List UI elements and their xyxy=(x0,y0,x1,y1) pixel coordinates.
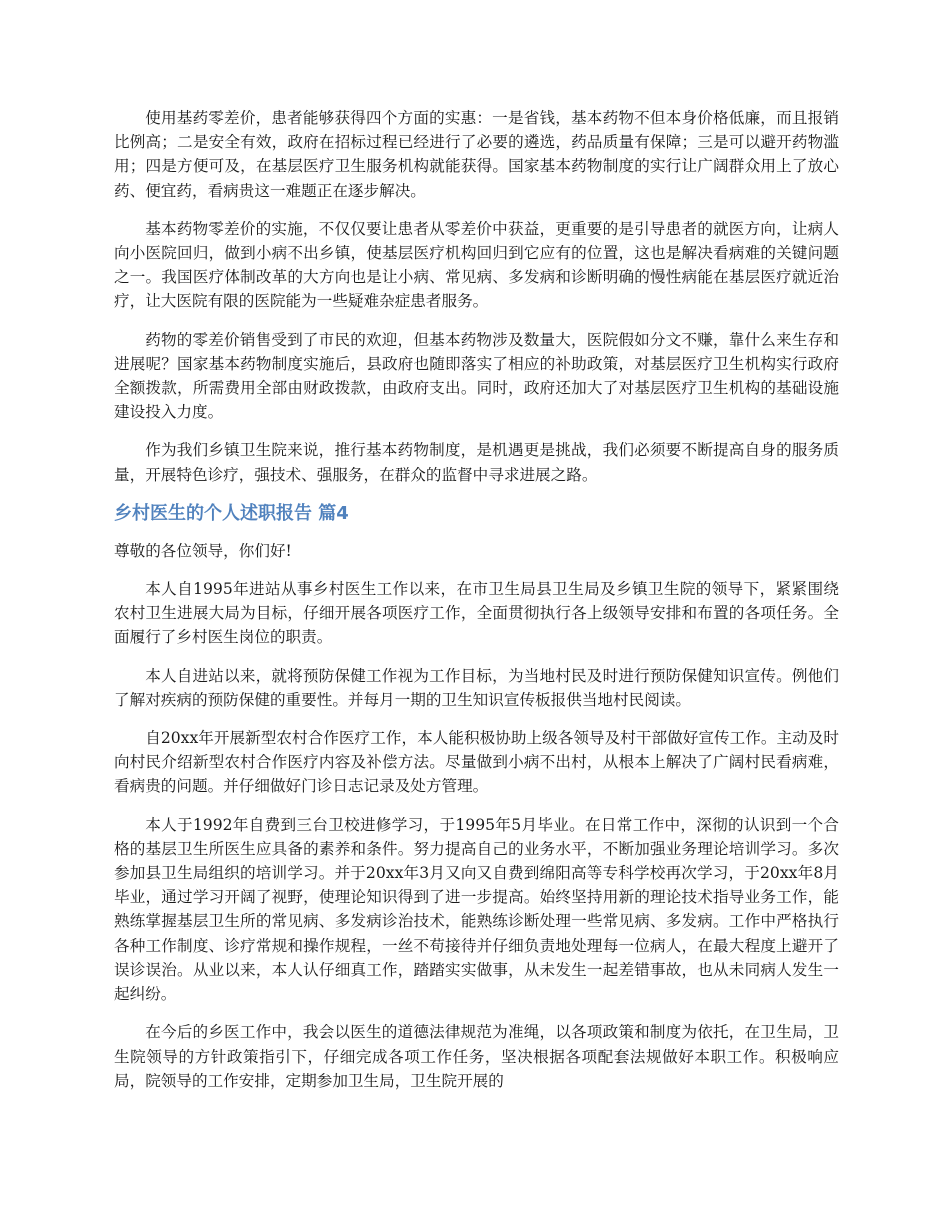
paragraph-funding-policy: 药物的零差价销售受到了市民的欢迎，但基本药物涉及数量大，医院假如分文不赚，靠什么来生存和进展呢？国家基本药物制度实施后，县政府也随即落实了相应的补助政策，对基层医疗卫生机构实行政府全额拨款，所需费用全部由财政拨款，由政府支出。同时，政府还加大了对基层医疗卫生机构的基础设施建设投入力度。 xyxy=(114,330,839,422)
greeting: 尊敬的各位领导，你们好! xyxy=(114,541,292,560)
paragraph-township-challenge: 作为我们乡镇卫生院来说，推行基本药物制度，是机遇更是挑战，我们必须要不断提高自身的服务质量，开展特色诊疗，强技术、强服务，在群众的监督中寻求进展之路。 xyxy=(114,441,839,484)
paragraph-prevention: 本人自进站以来，就将预防保健工作视为工作目标，为当地村民及时进行预防保健知识宣传。例他们了解对疾病的预防保健的重要性。并每月一期的卫生知识宣传板报供当地村民阅读。 xyxy=(114,666,839,709)
paragraph-education: 本人于1992年自费到三台卫校进修学习，于1995年5月毕业。在日常工作中，深彻的认识到一个合格的基层卫生所医生应具备的素养和条件。努力提高自己的业务水平，不断加强业务理论培训学习。多次参加县卫生局组织的培训学习。并于20xx年3月又向又自费到绵阳高等专科学校再次学习，于20xx年8月毕业，通过学习开阔了视野，使理论知识得到了进一步提高。始终坚持用新的理论技术指导业务工作，能熟练掌握基层卫生所的常见病、多发病诊治技术，能熟练诊断处理一些常见病、多发病。工作中严格执行各种工作制度、诊疗常规和操作规程，一丝不苟接待并仔细负责地处理每一位病人，在最大程度上避开了误诊误治。从业以来，本人认仔细真工作，踏踏实实做事，从未发生一起差错事故，也从未同病人发生一起纠纷。 xyxy=(114,815,839,1004)
paragraph-zero-markup-benefits: 使用基药零差价，患者能够获得四个方面的实惠：一是省钱，基本药物不但本身价格低廉，而且报销比例高；二是安全有效，政府在招标过程已经进行了必要的遴选，药品质量有保障；三是可以避开药物滥用；四是方便可及，在基层医疗卫生服务机构就能获得。国家基本药物制度的实行让广阔群众用上了放心药、便宜药，看病贵这一难题正在逐步解决。 xyxy=(114,109,839,200)
paragraph-work-history: 本人自1995年进站从事乡村医生工作以来，在市卫生局县卫生局及乡镇卫生院的领导下，紧紧围绕农村卫生进展大局为目标，仔细开展各项医疗工作，全面贯彻执行各上级领导安排和布置的各项任务。全面履行了乡村医生岗位的职责。 xyxy=(114,580,839,647)
document-page xyxy=(114,106,839,1107)
paragraph-zero-markup-implementation: 基本药物零差价的实施，不仅仅要让患者从零差价中获益，更重要的是引导患者的就医方向，让病人向小医院回归，做到小病不出乡镇，使基层医疗机构回归到它应有的位置，这也是解决看病难的关键问题之一。我国医疗体制改革的大方向也是让小病、常见病、多发病和诊断明确的慢性病能在基层医疗就近治疗，让大医院有限的医院能为一些疑难杂症患者服务。 xyxy=(114,219,839,311)
section-heading: 乡村医生的个人述职报告 篇4 xyxy=(114,502,349,524)
paragraph-cooperative-medical: 自20xx年开展新型农村合作医疗工作，本人能积极协助上级各领导及村干部做好宣传工作。主动及时向村民介绍新型农村合作医疗内容及补偿方法。尽量做到小病不出村，从根本上解决了广阔村民看病难，看病贵的问题。并仔细做好门诊日志记录及处方管理。 xyxy=(114,729,839,796)
paragraph-future-work: 在今后的乡医工作中，我会以医生的道德法律规范为准绳，以各项政策和制度为依托，在卫生局，卫生院领导的方针政策指引下，仔细完成各项工作任务，坚决根据各项配套法规做好本职工作。积极响应局，院领导的工作安排，定期参加卫生局，卫生院开展的 xyxy=(114,1023,839,1090)
